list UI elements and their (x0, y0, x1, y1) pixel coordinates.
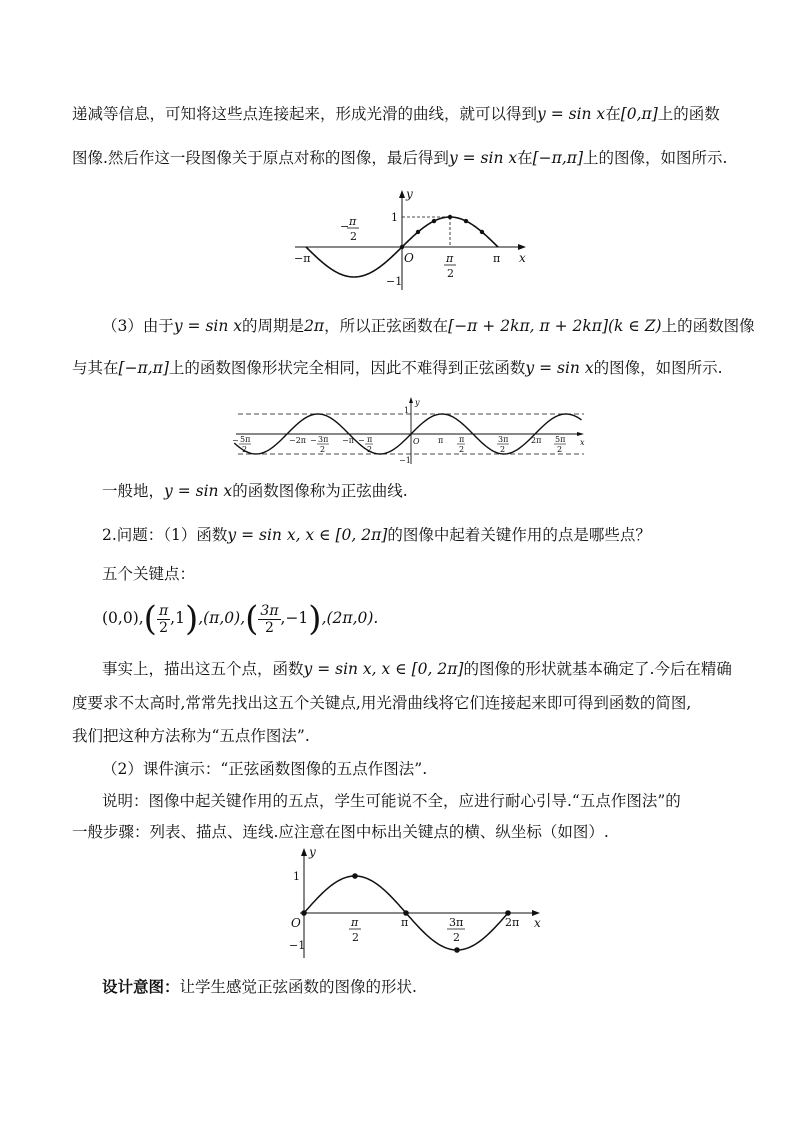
key-point-dot (352, 873, 358, 879)
svg-text:π: π (351, 916, 359, 929)
svg-text:−π: −π (342, 436, 354, 445)
svg-text:2: 2 (367, 445, 373, 454)
svg-text:2π: 2π (505, 916, 520, 929)
svg-text:y: y (309, 845, 316, 859)
key-point-dot (448, 215, 452, 219)
key-point-dot (505, 910, 511, 916)
tick-half-pi-num: π (446, 252, 454, 265)
key-points-formula: (0,0),( $\frac{\pi}{2}$ ,1),(π,0),( $\frac{3\pi}{2}$ ,−1),(2π,0). (102, 599, 379, 639)
key-point-dot (480, 230, 484, 234)
interval: [−π + 2kπ, π + 2kπ](k ∈ Z) (448, 317, 662, 335)
svg-text:π: π (367, 435, 373, 444)
svg-text:π: π (459, 435, 465, 444)
formula: y = sin x (525, 359, 594, 377)
key-point-dot (301, 910, 307, 916)
period: 2π (304, 317, 325, 335)
paragraph-7: 五个关键点： (102, 565, 196, 583)
svg-text:−: − (232, 436, 239, 445)
paragraph-1: 递减等信息，可知将这些点连接起来，形成光滑的曲线，就可以得到y = sin x在[0,π]上的函数 (72, 105, 720, 123)
key-point-dot (454, 947, 460, 953)
svg-text:1: 1 (404, 406, 410, 415)
svg-text:−1: −1 (399, 456, 411, 465)
svg-text:3π: 3π (318, 435, 329, 444)
formula: y = sin x (173, 317, 243, 335)
formula: y = sin x (448, 149, 518, 167)
formula: y = sin x (537, 105, 606, 123)
svg-text:3π: 3π (449, 916, 464, 929)
svg-text:5π: 5π (555, 435, 566, 444)
svg-text:2: 2 (242, 445, 248, 454)
svg-text:2π: 2π (531, 436, 542, 445)
design-intent (102, 975, 762, 999)
design-intent-label: 设计意图： (102, 977, 180, 996)
tick-half-pi-den: 2 (447, 267, 454, 280)
formula: y = sin x, x ∈ [0, 2π] (227, 526, 388, 544)
tick-neg-half-pi-den: 2 (350, 230, 357, 243)
key-dots (400, 215, 484, 249)
paragraph-5: 一般地，y = sin x的函数图像称为正弦曲线. (102, 482, 408, 500)
tick-1: 1 (391, 211, 398, 224)
paragraph-3: （3）由于y = sin x的周期是2π，所以正弦函数在[−π + 2kπ, π + 2kπ](k ∈ Z)上的函数图像 (102, 317, 755, 335)
formula: y = sin x, x ∈ [0, 2π] (303, 660, 464, 678)
svg-text:2: 2 (500, 445, 506, 454)
tick-minus-pi: −π (294, 252, 311, 265)
design-intent-text: 让学生感觉正弦函数的图像的形状. (179, 978, 417, 996)
svg-text:2: 2 (320, 445, 326, 454)
y-axis-arrow (399, 190, 405, 198)
svg-text:−2π: −2π (289, 436, 307, 445)
interval: [0,π] (620, 105, 658, 123)
svg-text:−1: −1 (289, 939, 306, 952)
key-point-dot (416, 230, 420, 234)
svg-text:O: O (413, 437, 420, 446)
tick-pi: π (493, 252, 501, 265)
svg-text:3π: 3π (498, 435, 509, 444)
svg-text:2: 2 (459, 445, 465, 454)
interval: [−π,π] (532, 149, 584, 167)
x-axis-arrow (518, 244, 526, 250)
svg-text:1: 1 (293, 870, 300, 883)
x-label: x (519, 251, 526, 265)
sine-graph-figure-3 (284, 846, 544, 964)
paragraph-13: 一般步骤：列表、描点、连线.应注意在图中标出关键点的横、纵坐标（如图）. (72, 823, 609, 841)
key-point-dot (400, 245, 404, 249)
origin-label: O (404, 251, 414, 265)
svg-text:5π: 5π (240, 435, 251, 444)
svg-text:−: − (310, 436, 317, 445)
svg-text:π: π (401, 916, 409, 929)
paragraph-12: 说明：图像中起关键作用的五点，学生可能说不全，应进行耐心引导.“五点作图法”的 (102, 792, 681, 810)
svg-text:y: y (415, 398, 420, 407)
svg-text:−: − (358, 436, 365, 445)
svg-text:2: 2 (453, 931, 460, 944)
interval: [−π,π] (118, 359, 169, 377)
svg-text:π: π (438, 436, 444, 445)
paragraph-6: 2.问题：（1）函数y = sin x, x ∈ [0, 2π]的图像中起着关键作用的点是哪些点？ (102, 526, 651, 544)
tick-minus-1: −1 (386, 275, 403, 288)
key-point-dot (432, 219, 436, 223)
sine-graph-figure-1 (290, 188, 530, 296)
paragraph-2: 图像.然后作这一段图像关于原点对称的图像，最后得到y = sin x在[−π,π]上的图像，如图所示. (72, 149, 728, 167)
svg-text:2: 2 (557, 445, 563, 454)
paragraph-9: 度要求不太高时,常常先找出这五个关键点,用光滑曲线将它们连接起来即可得到函数的简图, (72, 694, 692, 712)
paragraph-8: 事实上，描出这五个点，函数y = sin x, x ∈ [0, 2π]的图像的形状就基本确定了.今后在精确 (102, 660, 732, 678)
svg-text:x: x (580, 438, 585, 447)
svg-text:O: O (291, 916, 301, 930)
paragraph-11: （2）课件演示：“正弦函数图像的五点作图法”. (102, 760, 428, 778)
key-point-dot (403, 910, 409, 916)
formula: y = sin x (164, 482, 233, 500)
tick-neg-half-pi-sign: − (340, 220, 350, 233)
key-point-dot (464, 219, 468, 223)
svg-text:x: x (534, 916, 541, 930)
tick-neg-half-pi-num: π (349, 215, 357, 228)
y-label: y (406, 187, 413, 201)
sine-graph-figure-2 (234, 396, 590, 468)
paragraph-10: 我们把这种方法称为“五点作图法”. (72, 727, 310, 745)
paragraph-4: 与其在[−π,π]上的函数图像形状完全相同，因此不难得到正弦函数y = sin x的图像，如图所示. (72, 359, 723, 377)
svg-text:2: 2 (352, 931, 359, 944)
